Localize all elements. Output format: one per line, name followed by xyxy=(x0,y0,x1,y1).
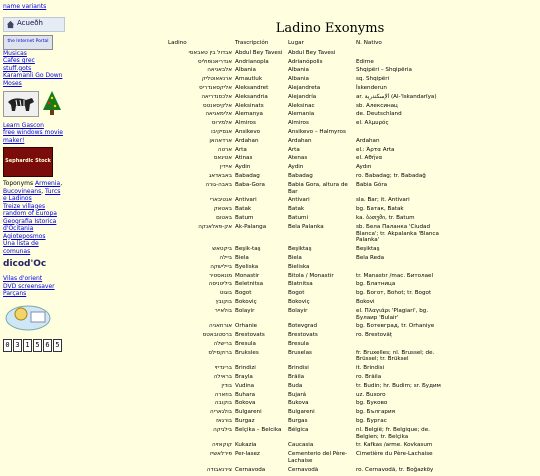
transcription-cell: Alemanya xyxy=(235,111,263,118)
ladino-cell: ביילישקה xyxy=(210,263,232,270)
native-cell: bg. България xyxy=(356,409,395,416)
transcription-cell: Biela xyxy=(235,254,249,261)
transcription-cell: Aleksandret xyxy=(235,84,269,91)
ladino-cell: ביליטניסה xyxy=(208,281,232,288)
native-cell: sq. Shqipëri xyxy=(356,76,390,83)
ladino-cell: אנסיקיבו xyxy=(211,128,232,135)
place-cell: Arta xyxy=(288,146,300,153)
transcription-cell: Burgaz xyxy=(235,418,255,425)
ladino-cell: איידין xyxy=(219,164,232,171)
native-cell: uz. Buxoro xyxy=(356,391,386,398)
place-cell: Almiros xyxy=(288,120,309,127)
transcription-cell: Bruksles xyxy=(235,349,259,356)
native-cell: Ardahan xyxy=(356,137,380,144)
native-cell: bg. Батак, Batak xyxy=(356,206,404,213)
table-row xyxy=(168,350,540,364)
transcription-cell: Batum xyxy=(235,214,254,221)
native-cell: ro. Babadag; tr. Babadağ xyxy=(356,172,426,179)
table-row xyxy=(168,59,540,66)
exonyms-table xyxy=(168,40,540,476)
dicod-text: dicod'Oc xyxy=(3,259,47,270)
native-cell: Aydın xyxy=(356,164,372,171)
native-cell xyxy=(354,50,444,57)
transcription-cell: Atinas xyxy=(235,155,253,162)
sidebar-link-1[interactable]: Cafes grec xyxy=(3,57,35,64)
table-row xyxy=(168,308,540,322)
counter-digit: 3 xyxy=(13,339,22,352)
native-cell: ro. Cernavodă, tr. Boğazköy xyxy=(356,466,434,473)
native-cell: el. Πλαγιάρι 'Plagiari', bg. Булаир 'Bulair' xyxy=(356,307,429,321)
table-row xyxy=(168,76,540,83)
place-cell: Brăila xyxy=(288,374,305,381)
table-row xyxy=(168,164,540,171)
table-row xyxy=(168,67,540,74)
toponyms-link-1[interactable]: Bucovineans xyxy=(3,187,42,195)
transcription-cell: Baba-Gora xyxy=(235,181,265,188)
header-native: N. Nativo xyxy=(356,40,382,46)
table-row xyxy=(168,155,540,162)
place-cell: Beşiktaş xyxy=(288,246,312,253)
home-icon xyxy=(6,20,15,29)
ladino-cell: ארדאהאן xyxy=(209,137,232,144)
native-cell: fr. Bruxelles; nl. Brussel; de. Brüssel; tr. Brüksel xyxy=(356,349,435,363)
acueth-logo[interactable] xyxy=(3,17,65,32)
transcription-cell: Bokova xyxy=(235,400,256,407)
native-cell: el. Αθήνα xyxy=(356,155,383,162)
native-cell: ka. ბათუმი, tr. Batum xyxy=(356,214,415,221)
page-title: Ladino Exonyms xyxy=(275,20,385,36)
sidebar-link-c2[interactable]: Parçans xyxy=(3,290,27,297)
place-cell: Bogot xyxy=(288,290,305,297)
ladino-cell: ברינדיזי xyxy=(214,365,232,372)
transcription-cell: Beşik-taş xyxy=(235,246,261,253)
place-cell: Buda xyxy=(288,382,303,389)
sidebar-link-0[interactable]: Musicas xyxy=(3,49,27,57)
ladino-cell: אטינאס xyxy=(213,155,232,162)
table-row xyxy=(168,147,540,154)
place-cell: Cementerio del Père-Lachaise xyxy=(288,451,348,465)
native-cell: tr. Manastır /mac. Битолаel xyxy=(356,272,434,279)
native-cell: Shqipëri – Shqipëria xyxy=(356,67,412,74)
table-row xyxy=(168,409,540,416)
table-row xyxy=(168,451,540,465)
internet-portal-banner[interactable]: the Internet Portal xyxy=(3,35,53,50)
table-row xyxy=(168,341,540,348)
toponyms-line: Toponyms Armenia, Bucovineans, Turcs e Ladinos xyxy=(3,180,63,202)
dicod-logo[interactable] xyxy=(3,257,65,273)
learn-gascon-link[interactable]: Learn Gascon xyxy=(3,121,44,129)
sidebar-link-b0[interactable]: Treize villages xyxy=(3,202,46,210)
ladino-cell: אורחאניה xyxy=(209,323,232,330)
native-cell: Edirne xyxy=(356,58,374,65)
transcription-cell: Ardahan xyxy=(235,137,259,144)
ladino-cell: ארטה xyxy=(217,146,232,153)
place-cell: Cernavodă xyxy=(288,466,319,473)
place-cell: Alemania xyxy=(288,111,315,118)
table-row xyxy=(168,290,540,297)
place-cell: Brestovats xyxy=(288,332,318,339)
ladino-cell: אבדול בין טאבאסי xyxy=(188,49,232,56)
transcription-cell: Monastir xyxy=(235,272,260,279)
sidebar-link-3[interactable]: Karamanli Go Down xyxy=(3,72,63,79)
place-cell: Batak xyxy=(288,206,305,213)
ladino-cell: קוקאזיה xyxy=(211,442,232,449)
ladino-cell: אלבאניאה xyxy=(207,67,232,74)
toponyms-prefix: Toponyms xyxy=(3,180,36,187)
native-cell: bg. Блатница xyxy=(356,281,396,288)
transcription-cell: Vudina xyxy=(235,382,255,389)
ladino-cell: אנטיבארי xyxy=(209,197,232,204)
native-cell: Beşiktaş xyxy=(356,246,380,253)
sidebar-link-2[interactable]: stuff.gots xyxy=(3,64,32,72)
ladino-cell: ארנאאוטליק xyxy=(201,76,232,83)
sidebar-link-c0[interactable]: Vilas d'orient xyxy=(3,275,43,282)
native-cell: sla. Bar; it. Antivari xyxy=(356,197,410,204)
place-cell: Bélgica xyxy=(288,426,309,433)
ladino-cell: באבאדאג xyxy=(208,172,232,179)
ladino-cell: בוזארה xyxy=(214,391,232,398)
transcription-cell: Abdul Bey Tavesi xyxy=(235,49,283,56)
table-row xyxy=(168,323,540,330)
native-cell: it. Brindisi xyxy=(356,365,385,372)
place-cell: Batumi xyxy=(288,214,309,221)
sephardic-stock-banner[interactable]: Sephardic Stock xyxy=(3,147,53,177)
table-row xyxy=(168,129,540,136)
transcription-cell: Albania xyxy=(235,67,256,74)
transcription-cell: Antivari xyxy=(235,197,257,204)
logo-text: Acueðh xyxy=(17,19,43,28)
ladino-cell: אלמירוס xyxy=(211,120,232,127)
native-cell: İskenderun xyxy=(356,84,387,91)
toponyms-link-0[interactable]: Armenia xyxy=(35,180,61,187)
ladino-cell: ברסטובאטס xyxy=(202,332,232,339)
sidebar-link-b4[interactable]: Una lista de comunas xyxy=(3,240,39,255)
toponyms-link-2[interactable]: Turcs e Ladinos xyxy=(3,187,61,202)
transcription-cell: Bolayir xyxy=(235,307,255,314)
place-cell: Bresula xyxy=(288,340,309,347)
place-cell: Bukova xyxy=(288,400,309,407)
transcription-cell: Babadag xyxy=(235,172,260,179)
place-cell: Bulgareni xyxy=(288,409,315,416)
transcription-cell: Arta xyxy=(235,146,247,153)
name-variants-link[interactable]: name variants xyxy=(3,3,47,10)
table-row xyxy=(168,224,540,244)
table-row xyxy=(168,383,540,390)
place-cell: Blatnitsa xyxy=(288,281,313,288)
ladino-cell: בוגוט xyxy=(219,290,232,297)
ladino-cell: מונאסטיר xyxy=(209,272,232,279)
transcription-cell: Almiros xyxy=(235,120,256,127)
ladino-cell: באבה-גורה xyxy=(205,181,232,188)
transcription-cell: Kukazia xyxy=(235,442,257,449)
transcription-cell: Brindizi xyxy=(235,365,256,372)
table-row xyxy=(168,206,540,213)
table-row xyxy=(168,442,540,449)
place-cell: Burgas xyxy=(288,418,308,425)
transcription-cell: Byeliska xyxy=(235,263,259,270)
ladino-cell: אלימאניאה xyxy=(205,111,232,118)
place-cell: Bieliska xyxy=(288,263,310,270)
place-cell: Bokoviç xyxy=(288,298,310,305)
native-cell: sb. Алексинац xyxy=(356,102,398,109)
ladino-cell: אליקסאנדריס xyxy=(199,84,232,91)
native-cell xyxy=(354,341,444,348)
table-row xyxy=(168,374,540,381)
native-cell: ro. Brăila xyxy=(356,374,382,381)
transcription-cell: Ak-Palanga xyxy=(235,223,267,230)
table-row xyxy=(168,182,540,196)
ladino-cell: בודין xyxy=(221,382,232,389)
place-cell: Bujará xyxy=(288,391,307,398)
transcription-cell: Bogot xyxy=(235,290,252,297)
transcription-cell: Bresula xyxy=(235,340,256,347)
native-cell: bg. Бургас xyxy=(356,418,387,425)
zebra-image[interactable] xyxy=(3,91,39,117)
place-cell: Alejandría xyxy=(288,93,317,100)
header-ladino: Ladino xyxy=(168,40,187,46)
native-cell: Bela Reda xyxy=(356,254,385,261)
place-cell: Caucasia xyxy=(288,442,314,449)
sidebar xyxy=(3,3,65,352)
ladino-cell: אנדריאנופוליס xyxy=(197,58,232,65)
ladino-cell: ביילה xyxy=(219,254,232,261)
native-cell: ro. Brestovăț xyxy=(356,332,392,339)
place-cell: Abdul Bey Tavesi xyxy=(288,49,336,56)
native-cell: tr. Kafkas /arme. Kovkasum xyxy=(356,442,433,449)
place-cell: Ardahan xyxy=(288,137,312,144)
table-row xyxy=(168,120,540,127)
place-cell: Ansikevo – Halmyros xyxy=(288,128,346,135)
table-row xyxy=(168,111,540,118)
table-row xyxy=(168,467,540,474)
ladino-cell: בורגאז xyxy=(216,418,232,425)
counter-digit: 1 xyxy=(23,339,32,352)
table-row xyxy=(168,138,540,145)
transcription-cell: Brayla xyxy=(235,374,253,381)
ladino-cell: בילגיקה xyxy=(213,426,232,433)
transcription-cell: Per-lasez xyxy=(235,451,260,458)
table-row xyxy=(168,103,540,110)
pin-badge-image[interactable] xyxy=(3,300,53,332)
native-cell: de. Deutschland xyxy=(356,111,402,118)
native-cell xyxy=(354,129,444,136)
native-cell: Cimetière du Père-Lachaise xyxy=(356,451,433,458)
transcription-cell: Belçika – Belcika xyxy=(235,426,282,433)
christmas-tree-icon xyxy=(41,90,63,116)
transcription-cell: Buhara xyxy=(235,391,256,398)
native-cell: bg. Буково xyxy=(356,400,388,407)
place-cell: Atenas xyxy=(288,155,308,162)
counter-digit: 5 xyxy=(33,339,42,352)
place-cell: Aleksinac xyxy=(288,102,315,109)
place-cell: Aydin xyxy=(288,164,304,171)
counter-digit: 0 xyxy=(3,339,12,352)
sidebar-link-c1[interactable]: DVD screensaver xyxy=(3,282,55,290)
table-row xyxy=(168,427,540,441)
table-row xyxy=(168,85,540,92)
ladino-cell: אק-פאלאנקה xyxy=(198,223,232,230)
table-row xyxy=(168,400,540,407)
transcription-cell: Beletnitsa xyxy=(235,281,264,288)
sidebar-link-4[interactable]: Moses xyxy=(3,79,22,87)
ladino-cell: צירנאבודה xyxy=(206,466,232,473)
transcription-cell: Orhanie xyxy=(235,323,258,330)
table-row xyxy=(168,197,540,204)
table-row xyxy=(168,94,540,101)
place-cell: Adrianópolis xyxy=(288,58,323,65)
place-cell: Brindisi xyxy=(288,365,309,372)
ladino-cell: ביקטאש xyxy=(212,246,232,253)
transcription-cell: Batak xyxy=(235,206,252,213)
table-row xyxy=(168,332,540,339)
native-cell: sb. Бела Паланка 'Ciudad Blanca'; tr. Akpalanka 'Blanca Palanka' xyxy=(356,223,439,244)
ladino-cell: בוקובה xyxy=(214,400,232,407)
place-cell: Biela xyxy=(288,254,302,261)
transcription-cell: Ansikevo xyxy=(235,128,261,135)
native-cell: bg. Ботевград, tr. Orhaniye xyxy=(356,323,435,330)
sidebar-link-b3[interactable]: Agioteposmos xyxy=(3,232,46,240)
table-row xyxy=(168,246,540,253)
place-cell: Bitola / Monastir xyxy=(288,272,334,279)
ladino-cell: אלקיסאנטס xyxy=(202,102,232,109)
place-cell: Antivari xyxy=(288,197,310,204)
table-row xyxy=(168,173,540,180)
transcription-cell: Brestovats xyxy=(235,332,265,339)
table-row xyxy=(168,281,540,288)
transcription-cell: Arnautluk xyxy=(235,76,263,83)
ladino-cell: פירלאשיז xyxy=(210,451,232,458)
table-row xyxy=(168,418,540,425)
header-transcription: Trascripción xyxy=(235,40,269,46)
place-cell: Albania xyxy=(288,67,309,74)
table-row xyxy=(168,392,540,399)
native-cell: Bokovi xyxy=(356,298,375,305)
native-cell: nl. België; fr. Belgique; de. Belgien; tr. Belçika xyxy=(356,426,430,440)
transcription-cell: Bokoviç xyxy=(235,298,257,305)
native-cell: ar. الإسكندرية (Al-'Iskandarīya) xyxy=(356,93,437,100)
native-cell: tr. Budin; hr. Budim; sr. Будим xyxy=(356,382,441,389)
place-cell: Bruselas xyxy=(288,349,312,356)
sidebar-link-b1[interactable]: random of Europa xyxy=(3,210,57,217)
ladino-cell: בולגאריה xyxy=(209,409,232,416)
ladino-cell: באטום xyxy=(216,214,232,221)
transcription-cell: Cernavoda xyxy=(235,466,266,473)
native-cell: Babia Góra xyxy=(356,181,388,188)
table-row xyxy=(168,50,540,57)
header-place: Lugar xyxy=(288,40,304,46)
place-cell: Botevgrad xyxy=(288,323,318,330)
transcription-cell: Bulgareni xyxy=(235,409,262,416)
table-row xyxy=(168,273,540,280)
ladino-cell: באטאק xyxy=(213,206,232,213)
native-cell: el. Αλμυρός xyxy=(356,120,389,127)
free-windows-movie-maker-link[interactable]: free windows movie maker! xyxy=(3,129,63,144)
place-cell: Albania xyxy=(288,76,309,83)
transcription-cell: Aleksandria xyxy=(235,93,268,100)
place-cell: Bela Palanka xyxy=(288,223,324,230)
ladino-cell: בוקובץ xyxy=(215,298,232,305)
native-cell: bg. Богот, Bohot; tr. Bogot xyxy=(356,290,432,297)
visit-counter xyxy=(3,339,65,352)
counter-digit: 5 xyxy=(53,339,62,352)
transcription-cell: Andrianopla xyxy=(235,58,269,65)
table-row xyxy=(168,255,540,262)
place-cell: Bolayir xyxy=(288,307,308,314)
ladino-cell: בולאייר xyxy=(214,307,232,314)
table-row xyxy=(168,365,540,372)
ladino-cell: בראילה xyxy=(213,374,232,381)
table-header-row xyxy=(168,40,540,47)
table-row xyxy=(168,299,540,306)
native-cell: el.: Άρτα Arta xyxy=(356,146,395,153)
transcription-cell: Aleksinats xyxy=(235,102,264,109)
native-cell xyxy=(354,264,444,271)
sidebar-link-b2[interactable]: Geografia Istorica d'Ocitania xyxy=(3,217,57,232)
transcription-cell: Aydin xyxy=(235,164,251,171)
place-cell: Babia Gora, altura de Bar xyxy=(288,181,348,195)
table-row xyxy=(168,215,540,222)
ladino-cell: ברישלה xyxy=(213,340,232,347)
table-row xyxy=(168,264,540,271)
place-cell: Alejandreta xyxy=(288,84,321,91)
counter-digit: 6 xyxy=(43,339,52,352)
ladino-cell: ברוקסילס xyxy=(208,349,232,356)
ladino-cell: אלכסנדריאה xyxy=(201,93,232,100)
place-cell: Babadag xyxy=(288,172,313,179)
